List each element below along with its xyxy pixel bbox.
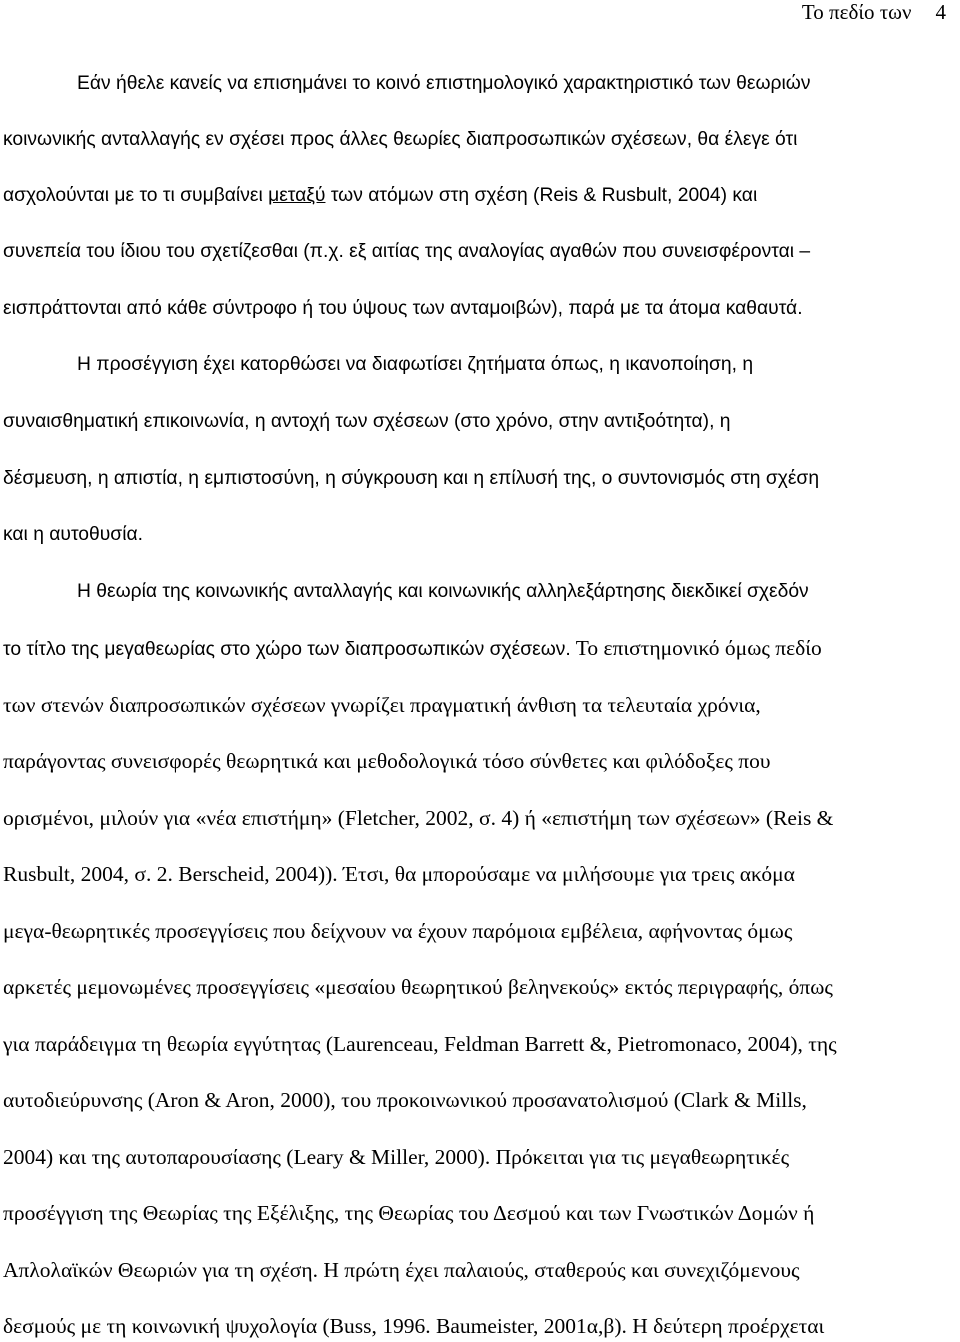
text-line: μεγα-θεωρητικές προσεγγίσεις που δείχνουν να έχουν παρόμοια εμβέλεια, αφήνοντας όμως xyxy=(3,919,793,943)
text-line: προσέγγιση της Θεωρίας της Εξέλιξης, της Θεωρίας του Δεσμού και των Γνωστικών Δομών ή xyxy=(3,1201,815,1225)
text-line: Rusbult, 2004, σ. 2. Berscheid, 2004)). Έτσι, θα μπορούσαμε να μιλήσουμε για τρεις ακόμα xyxy=(3,862,795,886)
text-segment: ασχολούνται με το τι συμβαίνει xyxy=(3,185,269,206)
text-line: συναισθηματική επικοινωνία, η αντοχή των σχέσεων (στο χρόνο, στην αντιξοότητα), η xyxy=(3,411,731,432)
text-line xyxy=(3,634,822,664)
running-header xyxy=(802,0,946,26)
text-segment: των ατόμων στη σχέση (Reis & Rusbult, 2004) και xyxy=(325,185,758,206)
page-number: 4 xyxy=(935,0,946,24)
text-line: συνεπεία του ίδιου του σχετίζεσθαι (π.χ. εξ αιτίας της αναλογίας αγαθών που συνεισφέρονται – xyxy=(3,241,811,262)
text-segment: το τίτλο της μεγαθεωρίας στο χώρο των διαπροσωπικών σχέσεων. xyxy=(3,639,571,660)
text-line: Η προσέγγιση έχει κατορθώσει να διαφωτίσει ζητήματα όπως, η ικανοποίηση, η xyxy=(77,354,754,375)
text-line: αυτοδιεύρυνσης (Aron & Aron, 2000), του προκοινωνικού προσανατολισμού (Clark & Mills, xyxy=(3,1088,807,1112)
running-title: Το πεδίο των xyxy=(801,0,912,24)
text-line: ορισμένοι, μιλούν για «νέα επιστήμη» (Fletcher, 2002, σ. 4) ή «επιστήμη των σχέσεων» (Reis & xyxy=(3,806,834,830)
text-line: αρκετές μεμονωμένες προσεγγίσεις «μεσαίου θεωρητικού βεληνεκούς» εκτός περιγραφής, όπως xyxy=(3,975,833,999)
text-line: των στενών διαπροσωπικών σχέσεων γνωρίζει πραγματική άνθιση τα τελευταία χρόνια, xyxy=(3,693,761,717)
text-line: 2004) και της αυτοπαρουσίασης (Leary & Miller, 2000). Πρόκειται για τις μεγαθεωρητικές xyxy=(3,1145,790,1169)
text-line: και η αυτοθυσία. xyxy=(3,524,143,545)
text-line: κοινωνικής ανταλλαγής εν σχέσει προς άλλες θεωρίες διαπροσωπικών σχέσεων, θα έλεγε ότι xyxy=(3,129,798,150)
text-line: για παράδειγμα τη θεωρία εγγύτητας (Laurenceau, Feldman Barrett &, Pietromonaco, 2004), της xyxy=(3,1032,837,1056)
text-line: εισπράττονται από κάθε σύντροφο ή του ύψους των ανταμοιβών), παρά με τα άτομα καθαυτά. xyxy=(3,298,803,319)
text-line: δεσμούς με τη κοινωνική ψυχολογία (Buss, 1996. Baumeister, 2001α,β). Η δεύτερη προέρχεται xyxy=(3,1314,825,1338)
text-line: Η θεωρία της κοινωνικής ανταλλαγής και κοινωνικής αλληλεξάρτησης διεκδικεί σχεδόν xyxy=(77,581,809,602)
text-line: παράγοντας συνεισφορές θεωρητικά και μεθοδολογικά τόσο σύνθετες και φιλόδοξες που xyxy=(3,749,771,773)
text-line: Εάν ήθελε κανείς να επισημάνει το κοινό επιστημολογικό χαρακτηριστικό των θεωριών xyxy=(77,73,811,94)
text-line: Απλολαϊκών Θεωριών για τη σχέση. Η πρώτη έχει παλαιούς, σταθερούς και συνεχιζόμενους xyxy=(3,1258,800,1282)
text-line xyxy=(3,182,757,210)
text-line: δέσμευση, η απιστία, η εμπιστοσύνη, η σύγκρουση και η επίλυσή της, ο συντονισμός στη σχέση xyxy=(3,468,820,489)
underlined-word: μεταξύ xyxy=(268,185,326,206)
text-segment: Το επιστημονικό όμως πεδίο xyxy=(570,636,822,660)
